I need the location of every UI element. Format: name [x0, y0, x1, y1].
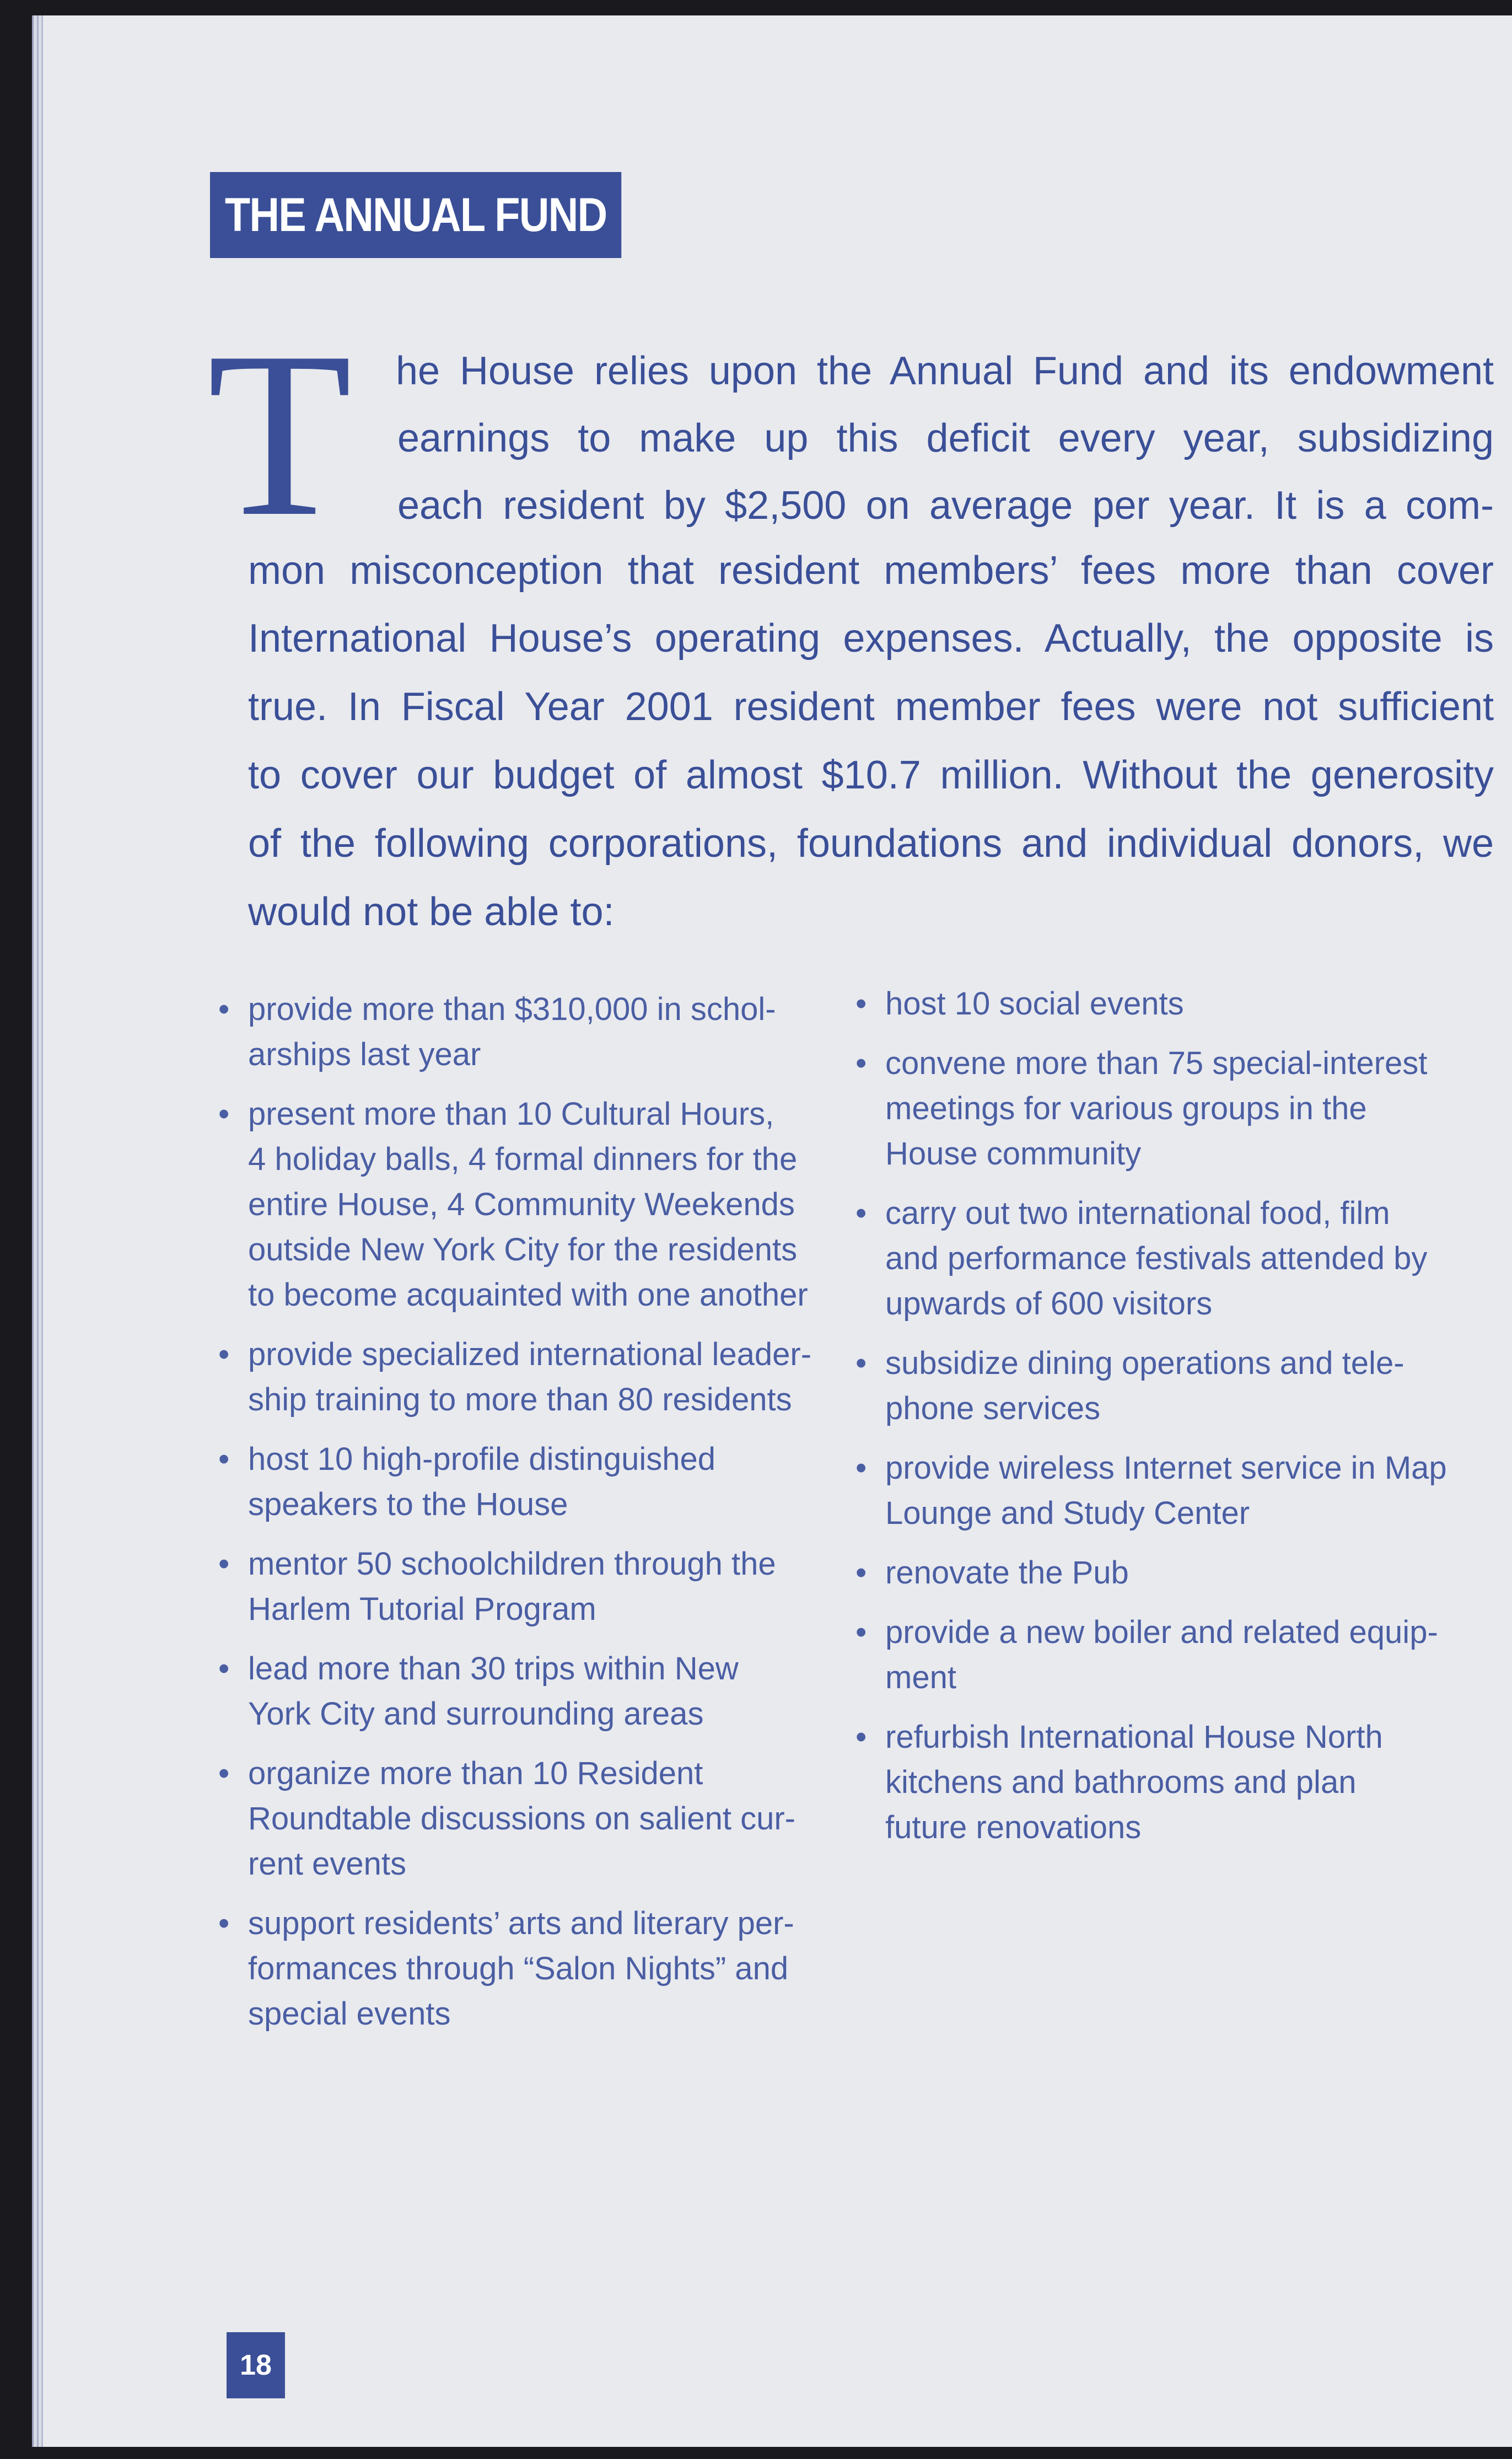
bullet-icon: •: [855, 1614, 867, 1650]
intro-line: to cover our budget of almost $10.7 million. Without the generosity: [248, 753, 1494, 797]
list-item: • provide a new boiler and related equip- ment: [851, 1610, 1502, 1700]
intro-line: earnings to make up this deficit every year, subsidizing: [397, 416, 1494, 460]
intro-line: International House’s operating expenses. Actually, the opposite is: [248, 616, 1494, 661]
intro-line: mon misconception that resident members’ fees more than cover: [248, 549, 1494, 593]
bullet-icon: •: [855, 986, 867, 1022]
bullet-list-right: [851, 981, 1502, 1865]
bullet-list-left: [214, 987, 864, 2051]
intro-line: each resident by $2,500 on average per year. It is a com-: [397, 484, 1494, 528]
intro-line: he House relies upon the Annual Fund and its endowment: [396, 349, 1494, 393]
intro-line: would not be able to:: [248, 890, 615, 934]
bullet-icon: •: [218, 1651, 230, 1687]
list-item: • mentor 50 schoolchildren through the Harlem Tutorial Program: [214, 1542, 864, 1632]
list-item: • host 10 social events: [851, 981, 1502, 1027]
bullet-icon: •: [218, 1755, 230, 1791]
list-item: • lead more than 30 trips within New York City and surrounding areas: [214, 1646, 864, 1737]
bullet-icon: •: [218, 1096, 230, 1132]
list-item: • present more than 10 Cultural Hours, 4 holiday balls, 4 formal dinners for the entire House, 4 Community Weekends outside New York City for the residents to become acquainted with one another: [214, 1092, 864, 1318]
list-item: • carry out two international food, film and performance festivals attended by upwards of 600 visitors: [851, 1191, 1502, 1327]
binding-edge: [32, 15, 50, 2447]
bullet-icon: •: [218, 1546, 230, 1582]
intro-line: of the following corporations, foundations and individual donors, we: [248, 822, 1494, 866]
list-item: • renovate the Pub: [851, 1550, 1502, 1596]
bullet-icon: •: [855, 1719, 867, 1755]
bullet-icon: •: [855, 1450, 867, 1486]
list-item: • convene more than 75 special-interest meetings for various groups in the House community: [851, 1041, 1502, 1177]
list-item: • support residents’ arts and literary per- formances through “Salon Nights” and special events: [214, 1901, 864, 2037]
list-item: • host 10 high-profile distinguished speakers to the House: [214, 1437, 864, 1527]
section-heading: THE ANNUAL FUND: [210, 172, 621, 258]
list-item: • refurbish International House North kitchens and bathrooms and plan future renovations: [851, 1715, 1502, 1850]
list-item: • organize more than 10 Resident Roundtable discussions on salient cur- rent events: [214, 1751, 864, 1887]
intro-line: true. In Fiscal Year 2001 resident member fees were not sufficient: [248, 685, 1494, 729]
bullet-icon: •: [218, 1336, 230, 1372]
bullet-icon: •: [855, 1195, 867, 1231]
bullet-icon: •: [855, 1045, 867, 1081]
bullet-icon: •: [855, 1345, 867, 1381]
bullet-icon: •: [218, 1905, 230, 1941]
list-item: • provide more than $310,000 in schol- arships last year: [214, 987, 864, 1077]
list-item: • subsidize dining operations and tele- phone services: [851, 1341, 1502, 1431]
bullet-icon: •: [218, 991, 230, 1027]
bullet-icon: •: [855, 1555, 867, 1591]
paper-page: [32, 15, 1512, 2447]
drop-cap: T: [207, 303, 352, 566]
bullet-icon: •: [218, 1441, 230, 1477]
list-item: • provide wireless Internet service in Map Lounge and Study Center: [851, 1446, 1502, 1536]
list-item: • provide specialized international leader- ship training to more than 80 residents: [214, 1332, 864, 1422]
page-number: 18: [227, 2332, 285, 2398]
